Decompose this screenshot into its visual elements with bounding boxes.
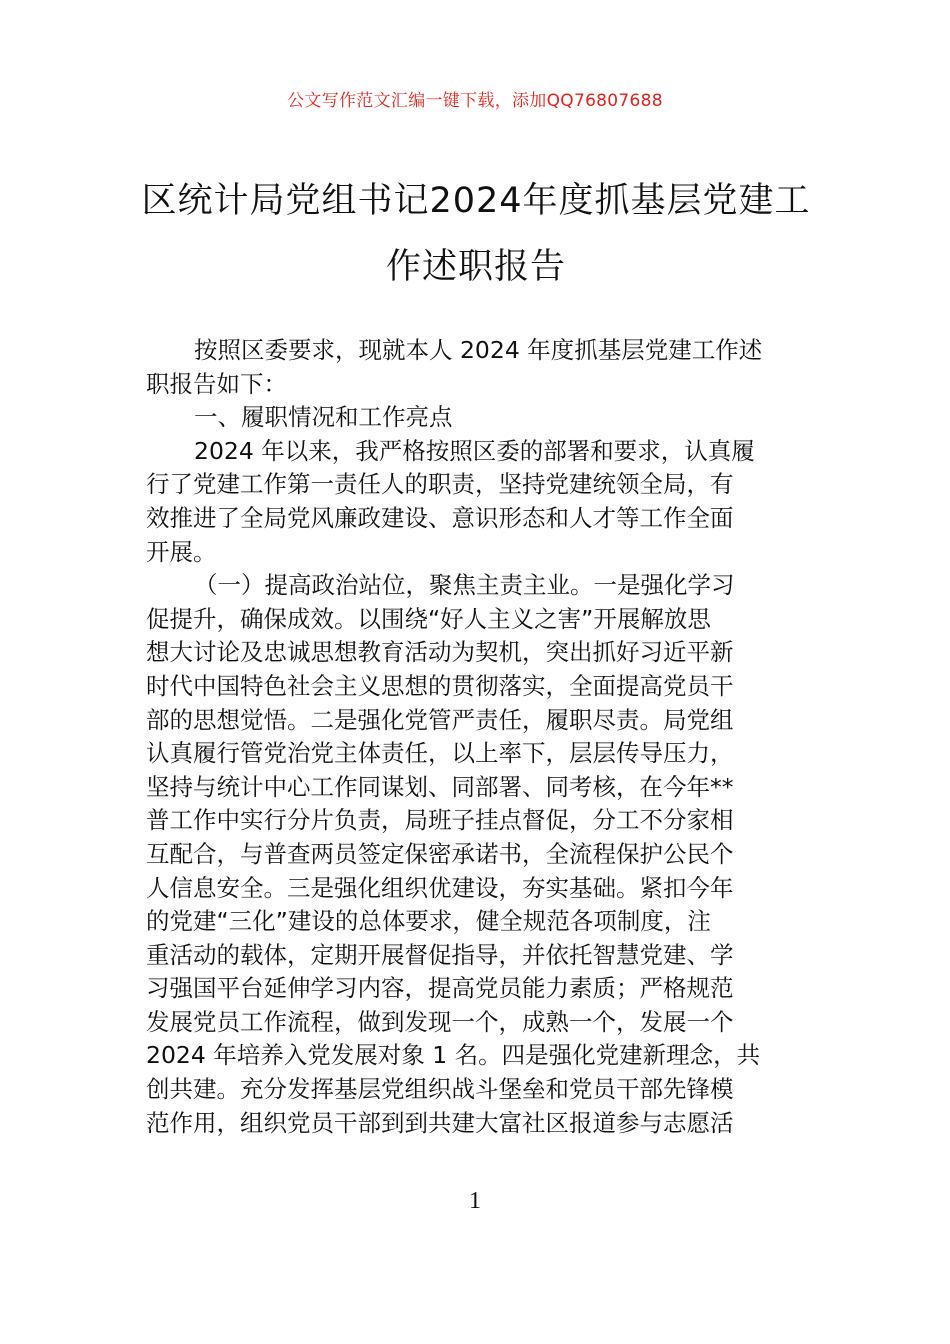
page-number: 1 bbox=[469, 1188, 481, 1214]
body-line: 部的思想觉悟。二是强化党管严责任，履职尽责。局党组 bbox=[146, 705, 734, 734]
body-line: 按照区委要求，现就本人 2024 年度抓基层党建工作述 bbox=[194, 336, 763, 364]
body-line: 范作用，组织党员干部到到共建大富社区报道参与志愿活 bbox=[146, 1108, 734, 1137]
body-line: 人信息安全。三是强化组织优建设，夯实基础。紧扣今年 bbox=[146, 873, 734, 902]
body-line: 坚持与统计中心工作同谋划、同部署、同考核，在今年** bbox=[146, 772, 734, 801]
report-body bbox=[146, 334, 806, 1140]
body-line: 职报告如下： bbox=[146, 369, 287, 398]
body-line: 效推进了全局党风廉政建设、意识形态和人才等工作全面 bbox=[146, 503, 734, 532]
body-line: 发展党员工作流程，做到发现一个，成熟一个，发展一个 bbox=[146, 1007, 734, 1036]
body-line: 时代中国特色社会主义思想的贯彻落实，全面提高党员干 bbox=[146, 671, 734, 700]
body-line: 促提升，确保成效。以围绕“好人主义之害”开展解放思 bbox=[146, 604, 711, 633]
body-line: 创共建。充分发挥基层党组织战斗堡垒和党员干部先锋模 bbox=[146, 1075, 734, 1104]
body-line: 2024 年培养入党发展对象 1 名。四是强化党建新理念，共 bbox=[146, 1041, 761, 1070]
document-title bbox=[140, 168, 812, 300]
body-line: 2024 年以来，我严格按照区委的部署和要求，认真履 bbox=[194, 436, 755, 465]
body-line: 的党建“三化”建设的总体要求，健全规范各项制度，注 bbox=[146, 907, 711, 936]
body-line: 认真履行管党治党主体责任，以上率下，层层传导压力， bbox=[146, 739, 734, 768]
body-line: 习强国平台延伸学习内容，提高党员能力素质；严格规范 bbox=[146, 974, 734, 1003]
title-line-1: 区统计局党组书记2024年度抓基层党建工 bbox=[141, 181, 811, 221]
body-line: 想大讨论及忠诚思想教育活动为契机，突出抓好习近平新 bbox=[146, 638, 734, 667]
body-line: 重活动的载体，定期开展督促指导，并依托智慧党建、学 bbox=[146, 940, 734, 969]
body-line: 开展。 bbox=[146, 537, 217, 566]
body-line: 互配合，与普查两员签定保密承诺书，全流程保护公民个 bbox=[146, 839, 734, 868]
download-promo-note: 公文写作范文汇编一键下载，添加QQ76807688 bbox=[287, 91, 663, 111]
section-heading: 一、履职情况和工作亮点 bbox=[194, 403, 453, 432]
subsection-line: （一）提高政治站位，聚焦主责主业。一是强化学习 bbox=[194, 571, 735, 600]
body-line: 普工作中实行分片负责，局班子挂点督促，分工不分家相 bbox=[146, 806, 734, 835]
body-line: 行了党建工作第一责任人的职责，坚持党建统领全局，有 bbox=[146, 470, 734, 499]
title-line-2: 作述职报告 bbox=[385, 247, 566, 287]
